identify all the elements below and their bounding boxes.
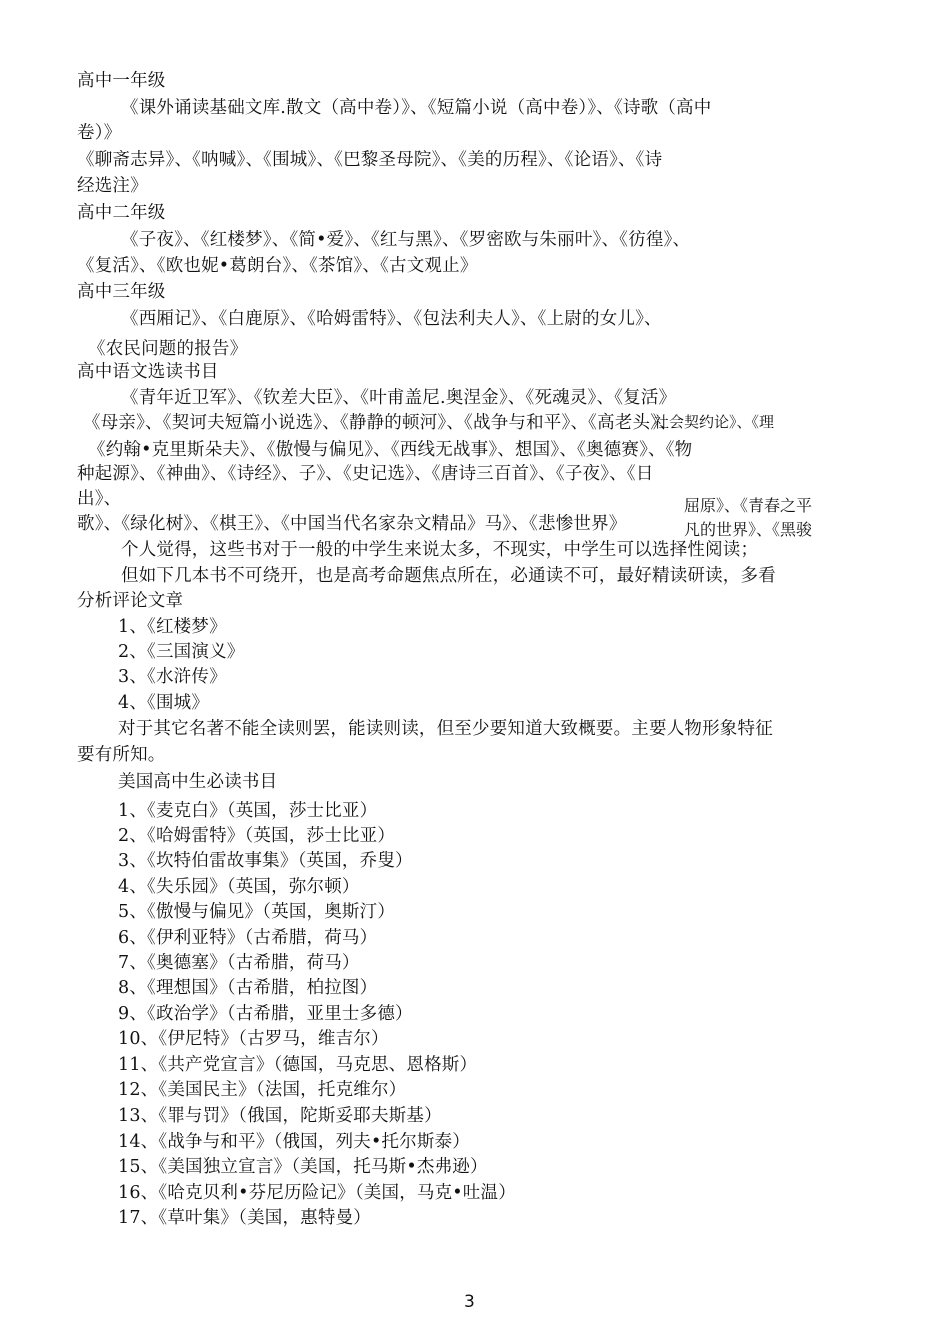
grade2-book-line: 《复活》、《欧也妮•葛朗台》、《茶馆》、《古文观止》 xyxy=(77,256,478,276)
list-item: 2、《三国演义》 xyxy=(118,642,245,662)
grade2-heading: 高中二年级 xyxy=(77,203,166,223)
grade1-heading: 高中一年级 xyxy=(77,71,166,91)
paragraph: 个人觉得，这些书对于一般的中学生来说太多，不现实，中学生可以选择性阅读； xyxy=(121,540,759,560)
grade1-book-line: 卷）》 xyxy=(77,123,122,143)
list-item: 6、《伊利亚特》（古希腊，荷马） xyxy=(118,928,378,948)
list-item: 8、《理想国》（古希腊，柏拉图） xyxy=(118,978,378,998)
page-number: 3 xyxy=(464,1292,475,1312)
list-item: 10、《伊尼特》（古罗马，维吉尔） xyxy=(118,1029,389,1049)
list-item: 1、《麦克白》（英国，莎士比亚） xyxy=(118,801,378,821)
list-item: 7、《奥德塞》（古希腊，荷马） xyxy=(118,953,360,973)
list-item: 4、《围城》 xyxy=(118,693,210,713)
list-item: 3、《水浒传》 xyxy=(118,667,227,687)
elective-book-line: 《约翰•克里斯朵夫》、《傲慢与偏见》、《西线无战事》、想国》、《奥德赛》、《物 xyxy=(88,440,693,460)
list-item: 5、《傲慢与偏见》（英国，奥斯汀） xyxy=(118,902,396,922)
list-item: 17、《草叶集》（美国，惠特曼） xyxy=(118,1208,371,1228)
grade3-book-line: 《西厢记》、《白鹿原》、《哈姆雷特》、《包法利夫人》、《上尉的女儿》、 xyxy=(121,309,662,329)
overlapping-text: 凡的世界》、《黑骏 xyxy=(684,520,813,539)
elective-book-line: 出》、 xyxy=(77,489,122,509)
paragraph: 要有所知。 xyxy=(77,745,166,765)
list-item: 12、《美国民主》（法国，托克维尔） xyxy=(118,1080,407,1100)
grade1-book-line: 《课外诵读基础文库.散文（高中卷）》、《短篇小说（高中卷）》、《诗歌（高中 xyxy=(121,98,712,118)
paragraph: 对于其它名著不能全读则罢，能读则读，但至少要知道大致概要。主要人物形象特征 xyxy=(118,719,773,739)
elective-book-line: 《青年近卫军》、《钦差大臣》、《叶甫盖尼.奥涅金》、《死魂灵》、《复活》 xyxy=(121,388,677,408)
elective-book-line: 种起源》、《神曲》、《诗经》、子》、《史记选》、《唐诗三百首》、《子夜》、《日 xyxy=(77,464,654,484)
grade1-book-line: 经选注》 xyxy=(77,176,148,196)
list-item: 3、《坎特伯雷故事集》（英国，乔叟） xyxy=(118,851,413,871)
elective-heading: 高中语文选读书目 xyxy=(77,362,219,382)
grade2-book-line: 《子夜》、《红楼梦》、《简•爱》、《红与黑》、《罗密欧与朱丽叶》、《彷徨》、 xyxy=(121,230,691,250)
list-item: 9、《政治学》（古希腊，亚里士多德） xyxy=(118,1004,413,1024)
list-item: 1、《红楼梦》 xyxy=(118,617,227,637)
paragraph: 分析评论文章 xyxy=(77,591,184,611)
list-item: 13、《罪与罚》（俄国，陀斯妥耶夫斯基） xyxy=(118,1106,442,1126)
elective-book-line: 歌》、《绿化树》、《棋王》、《中国当代名家杂文精品》马》、《悲惨世界》 xyxy=(77,514,627,534)
overlapping-text: 屈原》、《青春之平 xyxy=(684,496,813,515)
list-item: 16、《哈克贝利•芬尼历险记》（美国，马克•吐温） xyxy=(118,1183,516,1203)
overlapping-text: 社会契约论》、《理 xyxy=(654,413,775,431)
list-item: 2、《哈姆雷特》（英国，莎士比亚） xyxy=(118,826,396,846)
grade1-book-line: 《聊斋志异》、《呐喊》、《围城》、《巴黎圣母院》、《美的历程》、《论语》、《诗 xyxy=(77,150,663,170)
list-item: 15、《美国独立宣言》（美国，托马斯•杰弗逊） xyxy=(118,1157,488,1177)
grade3-heading: 高中三年级 xyxy=(77,282,166,302)
elective-book-line: 《母亲》、《契诃夫短篇小说选》、《静静的顿河》、《战争与和平》、《高老头》、 xyxy=(83,413,677,433)
list-item: 4、《失乐园》（英国，弥尔顿） xyxy=(118,877,360,897)
list-item: 11、《共产党宣言》（德国，马克思、恩格斯） xyxy=(118,1055,478,1075)
grade3-book-line: 《农民问题的报告》 xyxy=(88,339,248,359)
us-list-heading: 美国高中生必读书目 xyxy=(118,772,278,792)
paragraph: 但如下几本书不可绕开，也是高考命题焦点所在，必通读不可，最好精读研读，多看 xyxy=(121,566,776,586)
list-item: 14、《战争与和平》（俄国，列夫•托尔斯泰） xyxy=(118,1132,470,1152)
